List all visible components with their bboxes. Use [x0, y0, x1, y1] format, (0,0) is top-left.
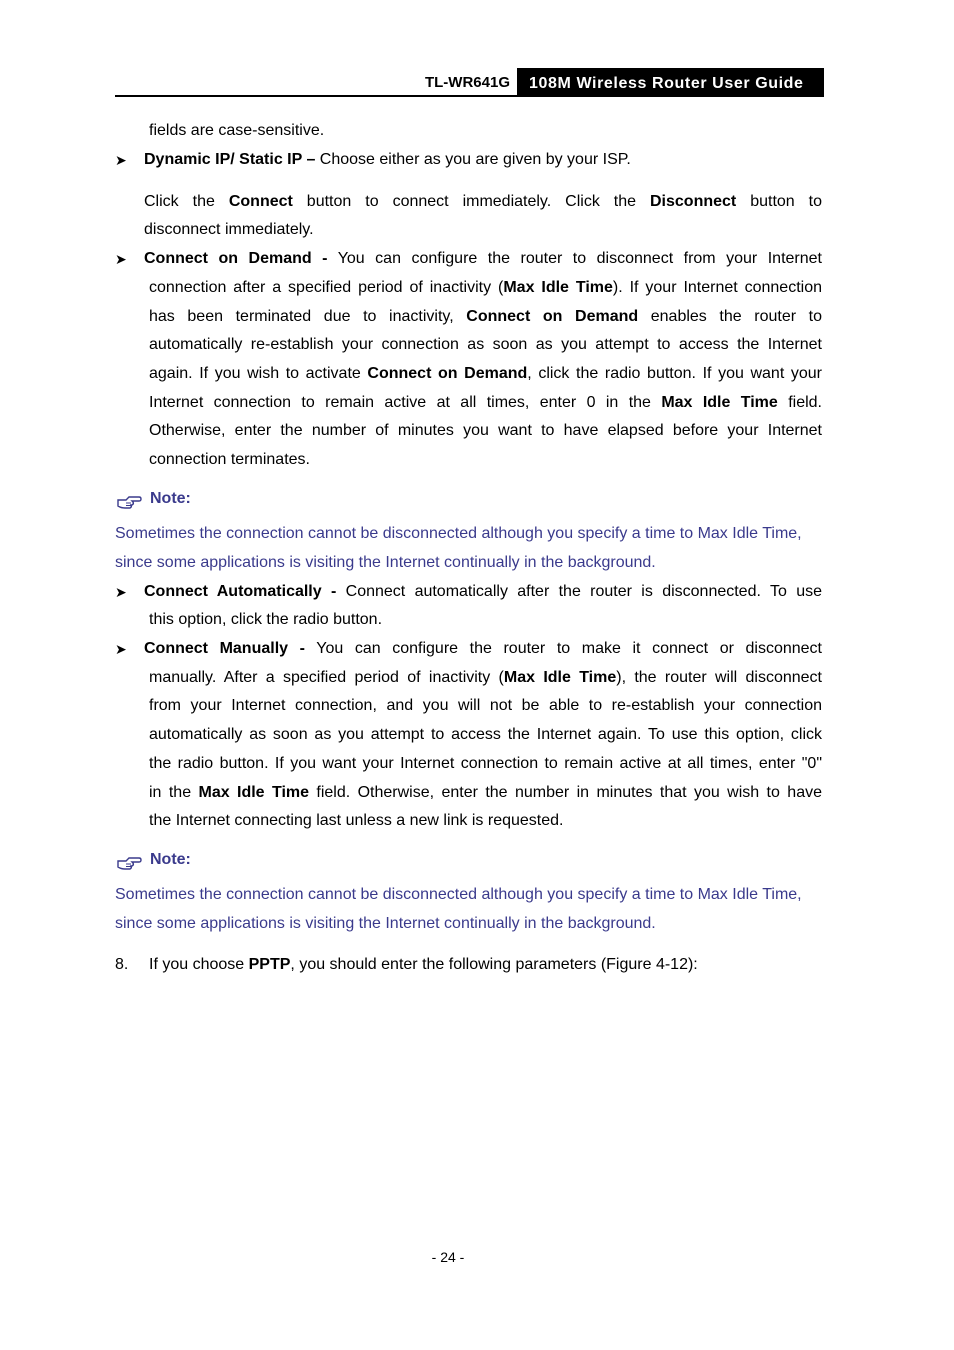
cod-line6: Internet connection to remain active at all times, enter 0 in the Max Idle Time field. — [149, 394, 822, 411]
cm-line7: the Internet connecting last unless a new link is requested. — [149, 812, 564, 829]
note1-line1: Sometimes the connection cannot be disconnected although you specify a time to Max Idle Time, — [115, 525, 802, 542]
header-guide-title: 108M Wireless Router User Guide — [529, 75, 804, 92]
note2-line2: since some applications is visiting the Internet continually in the background. — [115, 915, 656, 932]
connect-para-line2: disconnect immediately. — [144, 221, 314, 238]
arrowhead-bullet-icon: ➤ — [115, 641, 127, 657]
connect-para-line1: Click the Connect button to connect immediately. Click the Disconnect button to — [144, 193, 823, 210]
header-rule — [115, 95, 517, 97]
bullet-connect-automatically: Connect Automatically - Connect automatically after the router is disconnected. To use — [144, 583, 822, 600]
pointing-hand-icon — [116, 852, 142, 872]
pointing-hand-icon — [116, 491, 142, 511]
cm-line2: manually. After a specified period of inactivity (Max Idle Time), the router will disconnect — [149, 669, 822, 686]
page-number: - 24 - — [431, 1249, 465, 1265]
ca-line2: this option, click the radio button. — [149, 611, 383, 628]
header-model: TL-WR641G — [424, 74, 510, 91]
step-number: 8. — [115, 956, 129, 973]
note-label: Note: — [150, 490, 191, 507]
cm-line5: the radio button. If you want your Internet connection to remain active at all times, enter "0" — [149, 755, 822, 772]
cod-line4: automatically re-establish your connection as soon as you attempt to access the Internet — [149, 336, 822, 353]
cm-line4: automatically as soon as you attempt to access the Internet again. To use this option, click — [149, 726, 822, 743]
cod-line8: connection terminates. — [149, 451, 310, 468]
cm-line3: from your Internet connection, and you will not be able to re-establish your connection — [149, 697, 822, 714]
cod-line5: again. If you wish to activate Connect on Demand, click the radio button. If you want your — [149, 365, 822, 382]
cod-line7: Otherwise, enter the number of minutes you want to have elapsed before your Internet — [149, 422, 822, 439]
bullet-connect-manually: Connect Manually - You can configure the router to make it connect or disconnect — [144, 640, 822, 657]
arrowhead-bullet-icon: ➤ — [115, 584, 127, 600]
bullet-connect-on-demand: Connect on Demand - You can configure the router to disconnect from your Internet — [144, 250, 822, 267]
arrowhead-bullet-icon: ➤ — [115, 152, 127, 168]
cod-line2: connection after a specified period of inactivity (Max Idle Time). If your Internet connection — [149, 279, 823, 296]
note-label: Note: — [150, 851, 191, 868]
intro-line: fields are case-sensitive. — [149, 122, 325, 139]
step-8-text: If you choose PPTP, you should enter the following parameters (Figure 4-12): — [149, 956, 698, 973]
arrowhead-bullet-icon: ➤ — [115, 251, 127, 267]
note2-line1: Sometimes the connection cannot be disconnected although you specify a time to Max Idle Time, — [115, 886, 802, 903]
note1-line2: since some applications is visiting the Internet continually in the background. — [115, 554, 656, 571]
cod-line3: has been terminated due to inactivity, Connect on Demand enables the router to — [149, 308, 823, 325]
bullet-dynamic-ip: Dynamic IP/ Static IP – Choose either as you are given by your ISP. — [144, 151, 631, 168]
cm-line6: in the Max Idle Time field. Otherwise, enter the number in minutes that you wish to have — [149, 784, 822, 801]
